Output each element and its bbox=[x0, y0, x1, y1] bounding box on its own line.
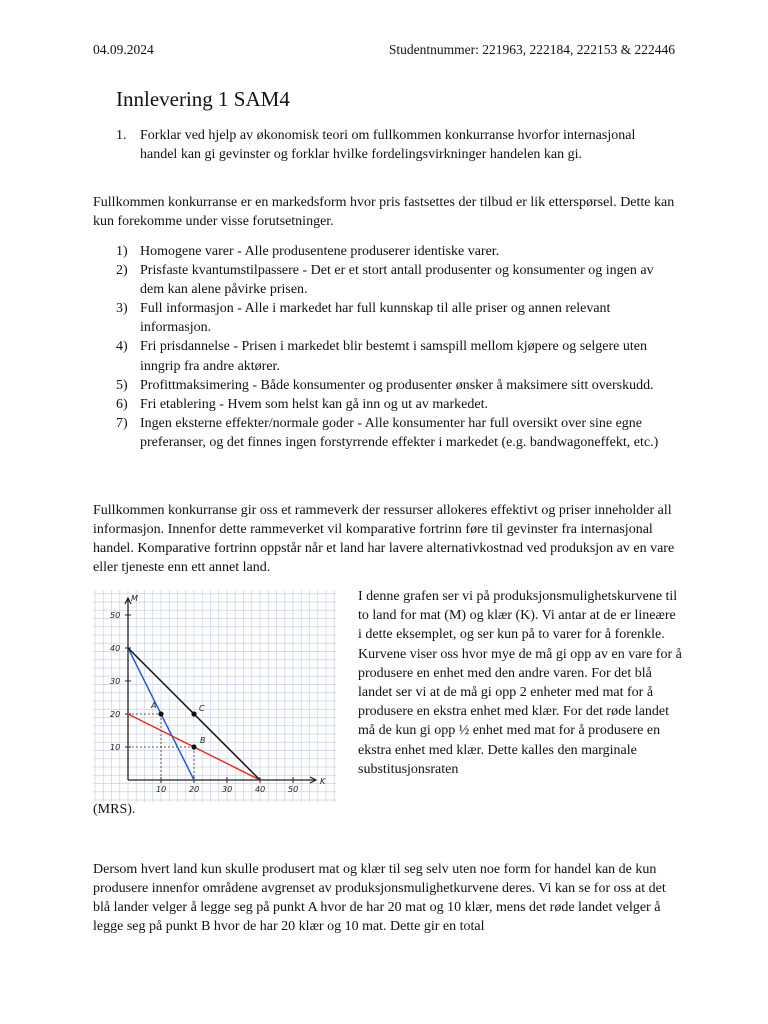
point-label: A bbox=[151, 701, 157, 710]
list-number: 4) bbox=[116, 339, 128, 355]
x-tick-label: 30 bbox=[222, 785, 233, 794]
question bbox=[116, 126, 676, 164]
paragraph-intro: Fullkommen konkurranse er en markedsform hvor pris fastsettes der tilbud er lik etterspørsel. Dette kan kun forekomme under visse forutsetninger. bbox=[93, 195, 675, 229]
x-axis-label: K bbox=[320, 777, 326, 786]
point-label: B bbox=[200, 736, 206, 745]
mrs-label: (MRS). bbox=[93, 802, 136, 817]
list-text: Homogene varer - Alle produsentene produserer identiske varer. bbox=[140, 244, 500, 259]
y-tick-label: 40 bbox=[110, 644, 121, 653]
x-tick-label: 20 bbox=[189, 785, 200, 794]
list-text: Ingen eksterne effekter/normale goder - Alle konsumenter har full oversikt over sine egne preferanser, og det finnes ingen forstyrrende effekter i markedet (e.g. bandwagoneffekt, etc.) bbox=[140, 415, 659, 450]
ppf-chart bbox=[93, 590, 336, 802]
list-number: 5) bbox=[116, 377, 128, 393]
question-text: Forklar ved hjelp av økonomisk teori om fullkommen konkurranse hvorfor internasjonal handel kan gi gevinster og forklar hvilke fordelingsvirkninger handelen kan gi. bbox=[140, 128, 636, 162]
list-text: Fri prisdannelse - Prisen i markedet blir bestemt i samspill mellom kjøpere og selgere uten inngrip fra andre aktører. bbox=[140, 339, 647, 374]
ppf-chart-svg bbox=[93, 590, 336, 802]
graph-explanation: I denne grafen ser vi på produksjonsmulighetskurvene til to land for mat (M) og klær (K). Vi antar at de er lineære i dette eksemplet, og ser kun på to varer for å forenkle. Kurvene viser oss hvor mye de må gi opp av en vare for å produsere en enhet med den andre varen. For det blå landet ser vi at de må gi opp 2 enheter med mat for å produsere en ekstra enhet med klær. For det røde landet må de kun gi opp ½ enhet med mat for å produsere en ekstra enhet med klær. Dette kalles den marginale substitusjonsraten bbox=[358, 589, 682, 777]
point-b bbox=[191, 744, 196, 749]
list-item bbox=[116, 376, 676, 395]
y-tick-label: 30 bbox=[110, 677, 121, 686]
list-item bbox=[116, 242, 676, 261]
y-tick-label: 10 bbox=[110, 743, 121, 752]
x-tick-label: 50 bbox=[288, 785, 299, 794]
list-text: Profittmaksimering - Både konsumenter og produsenter ønsker å maksimere sitt overskudd. bbox=[140, 377, 654, 393]
header-date: 04.09.2024 bbox=[93, 42, 154, 57]
list-number: 6) bbox=[116, 396, 128, 412]
x-tick-label: 40 bbox=[255, 785, 266, 794]
list-text: Full informasjon - Alle i markedet har full kunnskap til alle priser og annen relevant informasjon. bbox=[140, 301, 611, 336]
list-number: 7) bbox=[116, 415, 128, 431]
list-item bbox=[116, 337, 676, 375]
list-item bbox=[116, 299, 676, 337]
question-number: 1. bbox=[116, 128, 127, 143]
list-text: Fri etablering - Hvem som helst kan gå inn og ut av markedet. bbox=[140, 396, 488, 412]
y-axis-label: M bbox=[131, 594, 138, 603]
paragraph-autarky: Dersom hvert land kun skulle produsert mat og klær til seg selv uten noe form for handel kan de kun produsere innenfor områdene avgrenset av produksjonsmulighetkurvene deres. Vi kan se for oss at det blå lander velger å legge seg på punkt A hvor de har 20 mat og 10 klær, mens det røde landet velger å legge seg på punkt B hvor de har 20 klær og 10 mat. Dette gir en total bbox=[93, 862, 666, 934]
list-item bbox=[116, 414, 676, 452]
x-tick-label: 10 bbox=[156, 785, 167, 794]
list-item bbox=[116, 395, 676, 414]
conditions-list bbox=[116, 242, 676, 452]
header-student-numbers: Studentnummer: 221963, 222184, 222153 & 222446 bbox=[388, 42, 675, 57]
point-label: C bbox=[199, 704, 205, 713]
list-number: 2) bbox=[116, 263, 128, 279]
y-tick-label: 50 bbox=[110, 611, 121, 620]
y-tick-label: 20 bbox=[110, 710, 121, 719]
list-number: 1) bbox=[116, 244, 128, 259]
paragraph-framework: Fullkommen konkurranse gir oss et rammeverk der ressurser allokeres effektivt og priser inneholder all informasjon. Innenfor dette rammeverket vil komparative fortrinn føre til gevinster fra internasjonal handel. Komparative fortrinn oppstår når et land har lavere alternativkostnad ved produksjon av en vare eller tjeneste enn ett annet land. bbox=[93, 503, 675, 575]
point-c bbox=[191, 711, 196, 716]
list-number: 3) bbox=[116, 301, 128, 317]
page-title: Innlevering 1 SAM4 bbox=[116, 87, 290, 111]
point-a bbox=[158, 711, 163, 716]
list-item bbox=[116, 261, 676, 299]
list-text: Prisfaste kvantumstilpassere - Det er et stort antall produsenter og konsumenter og ingen av dem kan alene påvirke prisen. bbox=[140, 263, 654, 298]
